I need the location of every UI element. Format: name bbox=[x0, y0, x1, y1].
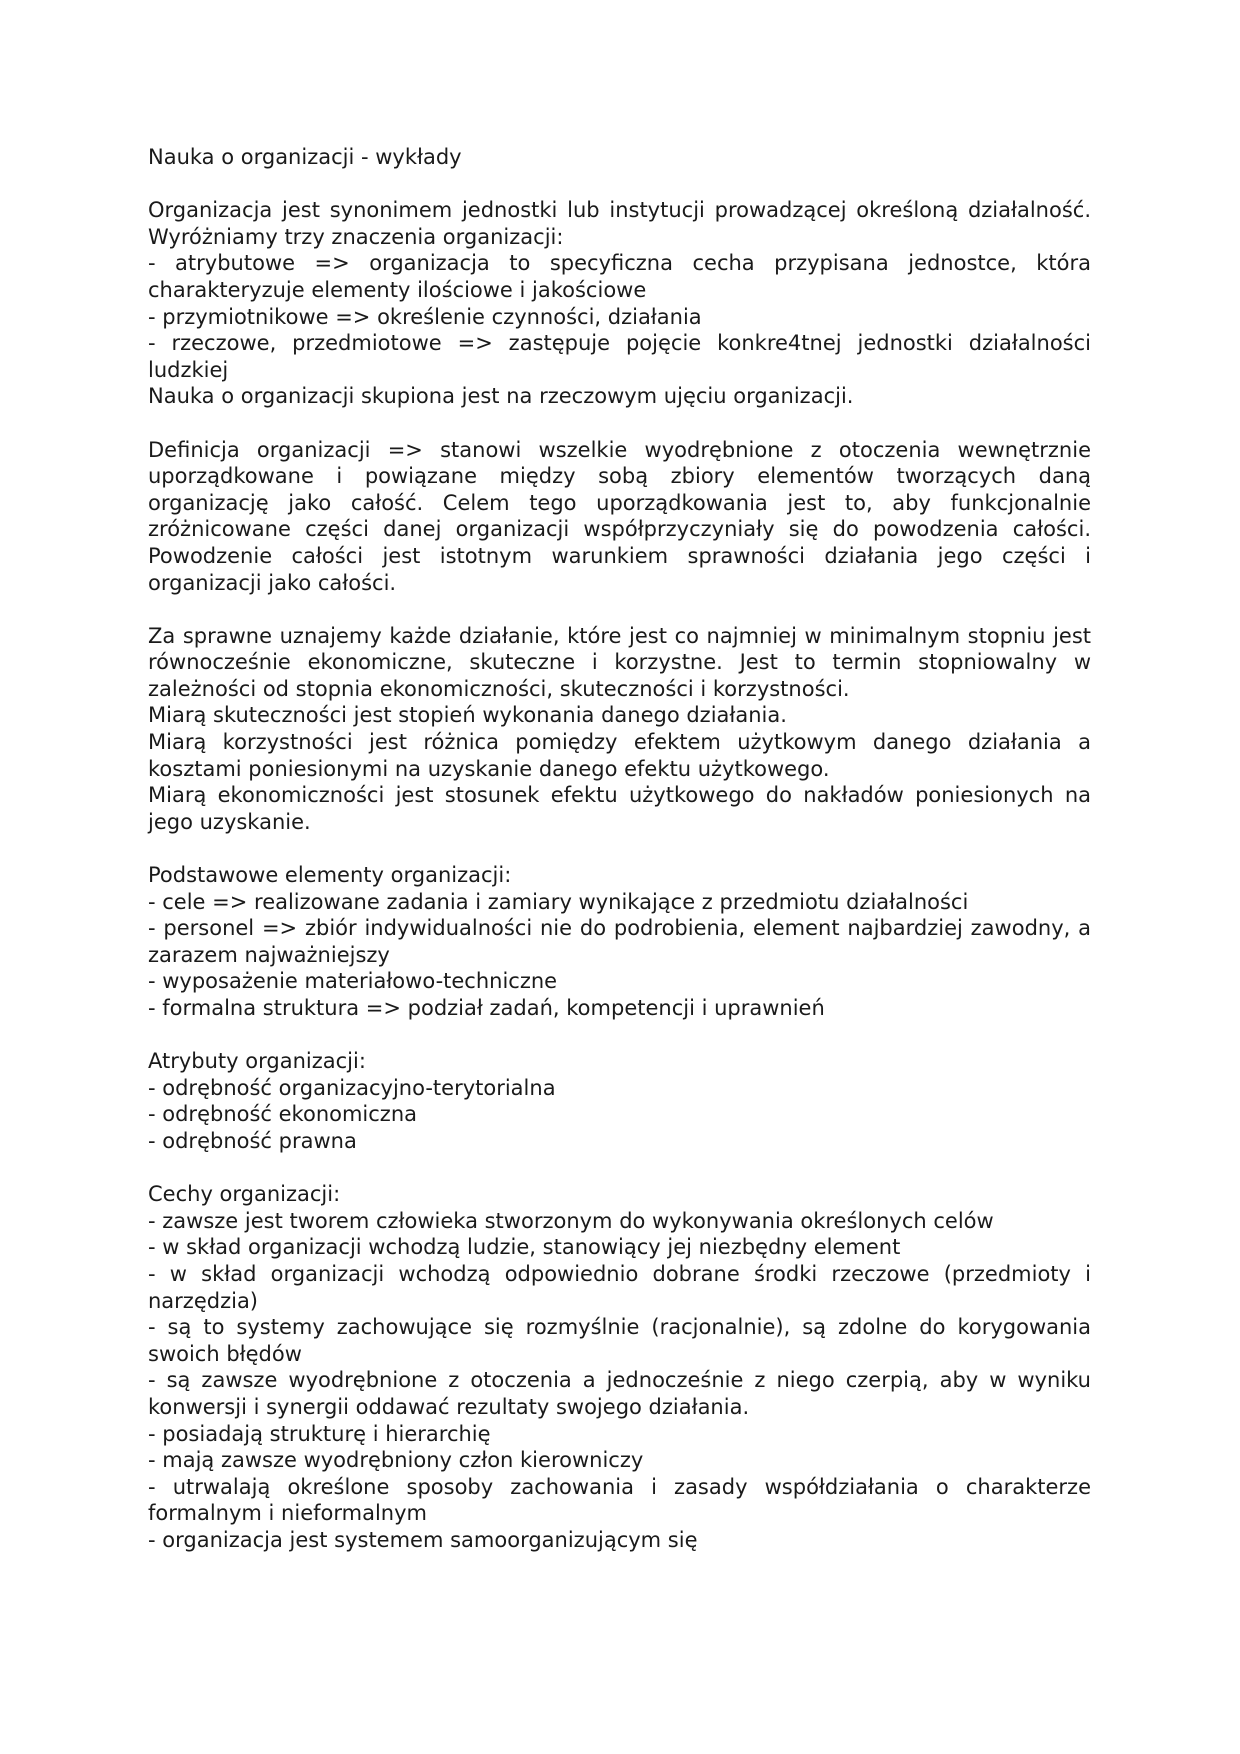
features-heading: Cechy organizacji: bbox=[148, 1182, 341, 1207]
list-item: - są to systemy zachowujące się rozmyślnie (racjonalnie), są zdolne do korygowania swoich błędów bbox=[148, 1315, 1091, 1366]
elements-list bbox=[148, 889, 1091, 1022]
attributes-list bbox=[148, 1075, 1091, 1155]
list-item: - rzeczowe, przedmiotowe => zastępuje pojęcie konkre4tnej jednostki działalności ludzkiej bbox=[148, 331, 1091, 382]
spacer bbox=[148, 1155, 1091, 1182]
intro-closing: Nauka o organizacji skupiona jest na rzeczowym ujęciu organizacji. bbox=[148, 384, 854, 409]
list-item: - odrębność organizacyjno-terytorialna bbox=[148, 1075, 556, 1100]
economy-measure: Miarą ekonomiczności jest stosunek efektu użytkowego do nakładów poniesionych na jego uzyskanie. bbox=[148, 783, 1091, 834]
definition-paragraph: Definicja organizacji => stanowi wszelkie wyodrębnione z otoczenia wewnętrznie uporządkowane i powiązane między sobą zbiory elementów tworzących daną organizację jako całość. Celem tego uporządkowania jest to, aby funkcjonalnie zróżnicowane części danej organizacji współprzyczyniały się do powodzenia całości. Powodzenie całości jest istotnym warunkiem sprawności działania jego części i organizacji jako całości. bbox=[148, 437, 1091, 595]
efficiency-paragraph: Za sprawne uznajemy każde działanie, które jest co najmniej w minimalnym stopniu jest równocześnie ekonomiczne, skuteczne i korzystne. Jest to termin stopniowalny w zależności od stopnia ekonomiczności, skuteczności i korzystności. bbox=[148, 623, 1091, 701]
document-title: Nauka o organizacji - wykłady bbox=[148, 145, 462, 169]
list-item: - zawsze jest tworem człowieka stworzonym do wykonywania określonych celów bbox=[148, 1208, 994, 1233]
document-page bbox=[148, 144, 1091, 1553]
list-item: - w skład organizacji wchodzą ludzie, stanowiący jej niezbędny element bbox=[148, 1235, 901, 1260]
spacer bbox=[148, 596, 1091, 623]
spacer bbox=[148, 171, 1091, 198]
intro-paragraph: Organizacja jest synonimem jednostki lub instytucji prowadzącej określoną działalność. Wyróżniamy trzy znaczenia organizacji: bbox=[148, 198, 1091, 249]
list-item: - cele => realizowane zadania i zamiary wynikające z przedmiotu działalności bbox=[148, 889, 969, 914]
list-item: - mają zawsze wyodrębniony człon kierowniczy bbox=[148, 1448, 644, 1473]
list-item: - w skład organizacji wchodzą odpowiednio dobrane środki rzeczowe (przedmioty i narzędzia) bbox=[148, 1261, 1091, 1313]
list-item: - wyposażenie materiałowo-techniczne bbox=[148, 969, 558, 994]
list-item: - posiadają strukturę i hierarchię bbox=[148, 1421, 491, 1446]
attributes-heading: Atrybuty organizacji: bbox=[148, 1049, 366, 1074]
elements-heading: Podstawowe elementy organizacji: bbox=[148, 863, 512, 888]
effectiveness-measure: Miarą skuteczności jest stopień wykonania danego działania. bbox=[148, 703, 787, 728]
spacer bbox=[148, 1022, 1091, 1049]
features-list bbox=[148, 1208, 1091, 1554]
list-item: - atrybutowe => organizacja to specyficzna cecha przypisana jednostce, która charakteryzuje elementy ilościowe i jakościowe bbox=[148, 251, 1091, 302]
list-item: - są zawsze wyodrębnione z otoczenia a jednocześnie z niego czerpią, aby w wyniku konwersji i synergii oddawać rezultaty swojego działania. bbox=[148, 1368, 1091, 1419]
list-item: - utrwalają określone sposoby zachowania i zasady współdziałania o charakterze formalnym i nieformalnym bbox=[148, 1474, 1091, 1526]
list-item: - odrębność ekonomiczna bbox=[148, 1102, 418, 1127]
spacer bbox=[148, 410, 1091, 437]
list-item: - odrębność prawna bbox=[148, 1128, 357, 1153]
meanings-list bbox=[148, 250, 1091, 383]
list-item: - przymiotnikowe => określenie czynności, działania bbox=[148, 304, 702, 329]
list-item: - formalna struktura => podział zadań, kompetencji i uprawnień bbox=[148, 996, 825, 1020]
spacer bbox=[148, 835, 1091, 862]
list-item: - personel => zbiór indywidualności nie do podrobienia, element najbardziej zawodny, a zarazem najważniejszy bbox=[148, 916, 1091, 967]
list-item: - organizacja jest systemem samoorganizującym się bbox=[148, 1527, 698, 1552]
benefit-measure: Miarą korzystności jest różnica pomiędzy efektem użytkowym danego działania a kosztami poniesionymi na uzyskanie danego efektu użytkowego. bbox=[148, 730, 1091, 781]
